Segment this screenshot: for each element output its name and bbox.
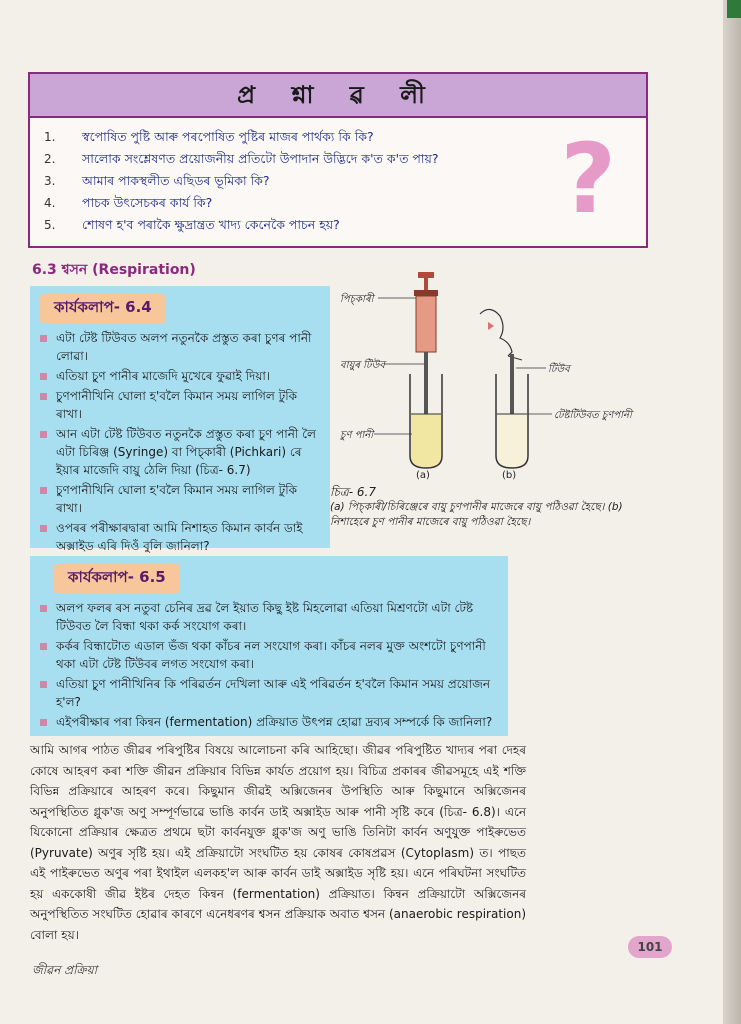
label-syringe: পিচ্‌কাৰী [340, 294, 374, 305]
activity-list [30, 599, 508, 731]
activity-item: এতিয়া চুণ পানীৰ মাজেদি মুখেৰে ফুৱাই দিয়া। [38, 367, 324, 385]
question-mark-icon: ? [560, 123, 616, 235]
question-item [44, 192, 646, 214]
question-item [44, 148, 646, 170]
body-paragraph: আমি আগৰ পাঠত জীৱৰ পৰিপুষ্টিৰ বিষয়ে আলোচনা কৰি আহিছো। জীৱৰ পৰিপুষ্টিত খাদ্যৰ পৰা দেহৰ কোষে আহৰণ কৰা শক্তি জীৱন প্ৰক্ৰিয়াৰ বিভিন্ন কাৰ্যত প্ৰয়োগ হয়। বিচিত্ৰ প্ৰকাৰৰ জীৱসমূহে এই শক্তি বিভিন্ন প্ৰক্ৰিয়াৰে আহৰণ কৰে। কিছুমান জীৱই অক্সিজেনৰ উপস্থিতি আৰু কিছুমানে অক্সিজেনৰ অনুপস্থিতিত গ্লুক'জ অণু সম্পূৰ্ণভাৱে ভাঙি কাৰ্বন ডাই অক্সাইড আৰু পানী সৃষ্টি কৰে (চিত্ৰ- 6.8)। এনে যিকোনো প্ৰক্ৰিয়াৰ ক্ষেত্ৰত প্ৰথমে ছটা কাৰ্বনযুক্ত গ্লুক'জ অণু ভাঙি তিনিটা কাৰ্বন অণুযুক্ত পাইৰুভেত (Pyruvate) অণুৰ সৃষ্টি হয়। এই প্ৰক্ৰিয়াটো সংঘটিত হয় কোষৰ কোষপ্ৰৱস (Cytoplasm) ত। পাছত এই পাইৰুভেত অণুৰ পৰা ইথাইল এলকহ'ল আৰু কাৰ্বন ডাই অক্সাইড সৃষ্টি হয়। এনে পৰিঘটনা সংঘটিত হয় এককোষী জীৱ ইষ্টৰ দেহত কিন্বন (fermentation) প্ৰক্ৰিয়াত। কিন্বন প্ৰক্ৰিয়াটো অক্সিজেনৰ অনুপস্থিতিত সংঘটিত হোৱাৰ কাৰণে এনেধৰণৰ শ্বসন প্ৰক্ৰিয়াক অবাত শ্বসন (anaerobic respiration) বোলা হয়। [30, 743, 526, 942]
question-text: পাচক উৎসেচকৰ কাৰ্য কি? [82, 195, 213, 210]
section-heading: 6.3 শ্বসন (Respiration) [32, 262, 196, 278]
question-number: 4. [44, 196, 56, 210]
page-number: 101 [628, 936, 672, 958]
activity-box-6-5 [30, 556, 508, 736]
test-tube-b [496, 354, 528, 468]
question-text: সালোক সংশ্লেষণত প্ৰয়োজনীয় প্ৰতিটো উপাদান উদ্ভিদে ক'ত ক'ত পায়? [82, 151, 439, 166]
activity-item: এতিয়া চুণ পানীখিনিৰ কি পৰিৱৰ্তন দেখিলা আৰু এই পৰিৱৰ্তন হ'বলৈ কিমান সময় প্ৰয়োজন হ'ল? [38, 675, 502, 711]
figure-6-7 [340, 264, 670, 480]
question-item [44, 126, 646, 148]
activity-item: অলপ ফলৰ ৰস নতুবা চেনিৰ দ্ৰৱ লৈ ইয়াত কিছু ইষ্ট মিহলোৱা এতিয়া মিশ্ৰণটো এটা টেষ্ট টিউবত লৈ বিন্ধা থকা কৰ্ক সংযোগ কৰা। [38, 599, 502, 635]
activity-item: এটা টেষ্ট টিউবত অলপ নতুনকৈ প্ৰস্তুত কৰা চুণৰ পানী লোৱা। [38, 329, 324, 365]
figure-caption-text: (a) পিচ্‌কাৰী/চিৰিঞ্জেৰে বায়ু চুণপানীৰ মাজেৰে বায়ু পঠিওৱা হৈছে। (b) নিশাহেৰে চুণ পানীৰ মাজেৰে বায়ু পঠিওৱা হৈছে। [330, 501, 623, 528]
question-text: স্বপোষিত পুষ্টি আৰু পৰপোষিত পুষ্টিৰ মাজৰ পাৰ্থক্য কি কি? [82, 129, 374, 144]
label-air-tube: বায়ুৰ টিউব [340, 360, 385, 371]
questions-header [30, 74, 646, 118]
activity-title: কাৰ্যকলাপ- 6.4 [40, 294, 166, 323]
question-number: 3. [44, 174, 56, 188]
activity-item: আন এটা টেষ্ট টিউবত নতুনকৈ প্ৰস্তুত কৰা চুণ পানী লৈ এটা চিৰিঞ্জ (Syringe) বা পিচ্‌কাৰী (Pichkari) ৰে ইয়াৰ মাজেদি বায়ু ঠেলি দিয়া (চিত্ৰ- 6.7) [38, 425, 324, 479]
questions-box [28, 72, 648, 248]
activity-title: কাৰ্যকলাপ- 6.5 [54, 564, 180, 593]
person-illustration [480, 309, 522, 360]
questions-list [30, 118, 646, 236]
page-corner [727, 0, 741, 18]
question-text: শোষণ হ'ব পৰাকৈ ক্ষুদ্ৰান্ত্ৰত খাদ্য কেনেকৈ পাচন হয়? [82, 217, 340, 232]
question-item [44, 170, 646, 192]
activity-item: কৰ্কৰ বিন্ধাটোত এডাল ভঁজ থকা কাঁচৰ নল সংযোগ কৰা। কাঁচৰ নলৰ মুক্ত অংশটো চুণপানী থকা এটা টেষ্ট টিউবৰ লগত সংযোগ কৰা। [38, 637, 502, 673]
activity-item: চুণপানীখিনি ঘোলা হ'বলৈ কিমান সময় লাগিল টুকি ৰাখা। [38, 481, 324, 517]
activity-list [30, 329, 330, 555]
label-a: (a) [416, 470, 430, 480]
figure-caption-title: চিত্ৰ- 6.7 [330, 485, 376, 499]
page-edge [723, 0, 741, 1024]
label-tube: টিউব [548, 364, 570, 375]
label-b: (b) [502, 470, 517, 480]
label-limewater-in-tube: টেষ্টটিউবত চুণপানী [554, 410, 632, 421]
question-number: 2. [44, 152, 56, 166]
questions-title: প্র শ্না ৱ লী [237, 80, 439, 109]
question-number: 1. [44, 130, 56, 144]
question-number: 5. [44, 218, 56, 232]
question-item [44, 214, 646, 236]
activity-box-6-4 [30, 286, 330, 553]
activity-item: ওপৰৰ পৰীক্ষাৰদ্বাৰা আমি নিশাহত কিমান কাৰ্বন ডাই অক্সাইড এৰি দিওঁ বুলি জানিলা? [38, 519, 324, 555]
footer-chapter: জীৱন প্ৰক্ৰিয়া [32, 963, 98, 977]
question-text: আমাৰ পাকস্থলীত এছিডৰ ভূমিকা কি? [82, 173, 270, 188]
activity-item: চুণপানীখিনি ঘোলা হ'বলৈ কিমান সময় লাগিল টুকি ৰাখা। [38, 387, 324, 423]
figure-caption [330, 485, 660, 530]
activity-item: এইপৰীক্ষাৰ পৰা কিন্বন (fermentation) প্ৰক্ৰিয়াত উৎপন্ন হোৱা দ্ৰব্যৰ সম্পৰ্কে কি জানিলা? [38, 713, 502, 731]
label-limewater: চুণ পানী [340, 430, 374, 441]
